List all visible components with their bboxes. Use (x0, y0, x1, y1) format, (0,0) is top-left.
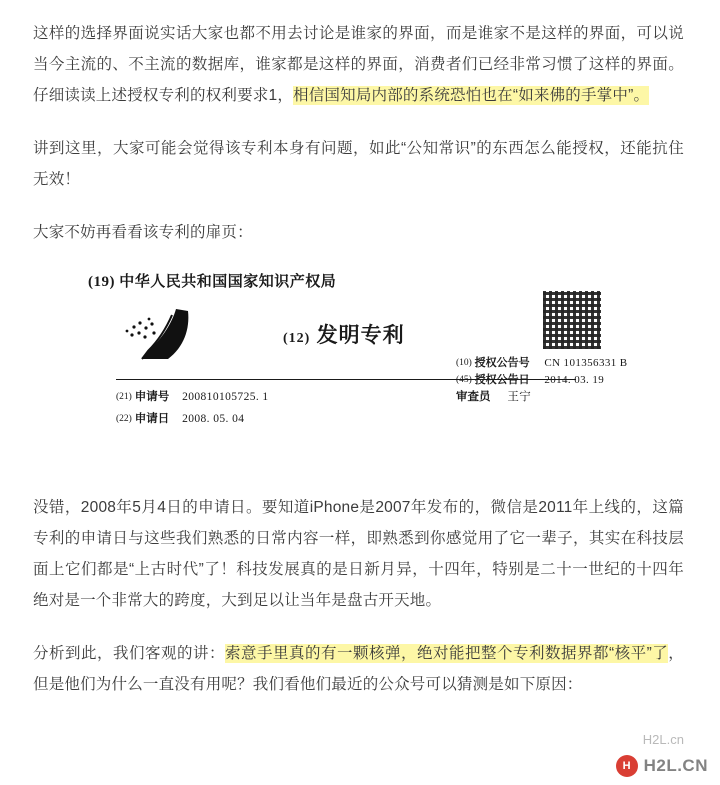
patent-field-label: 授权公告号 (474, 357, 530, 369)
patent-field-value: 2008. 05. 04 (182, 413, 245, 425)
patent-publication-meta (456, 355, 628, 389)
patent-field-label: 授权公告日 (474, 374, 530, 386)
patent-kind-text: 发明专利 (316, 323, 405, 347)
patent-header-row (88, 297, 684, 386)
patent-examiner-label: 审查员 (456, 391, 491, 403)
highlighted-text-run: 索意手里真的有一颗核弹，绝对能把整个专利数据界都“核平”了 (225, 645, 669, 662)
text-run: ，但是他们为什么一直没有用呢？我们看他们最近的公众号可以猜测是如下原因： (33, 645, 684, 693)
ghost-watermark-text: H2L.cn (642, 732, 684, 747)
patent-field-value: 200810105725. 1 (182, 391, 269, 403)
watermark-label: H2L.CN (643, 756, 708, 775)
patent-field-code-19: (19) (88, 274, 115, 290)
paragraph-3 (33, 217, 684, 248)
patent-examiner (456, 386, 531, 408)
text-run: 分析到此，我们客观的讲： (33, 645, 225, 662)
qr-code-icon (543, 291, 601, 349)
paragraph-1 (33, 18, 684, 111)
paragraph-2 (33, 133, 684, 195)
text-run: 大家不妨再看看该专利的扉页： (33, 224, 253, 241)
patent-field-code-12: (12) (283, 331, 311, 346)
patent-office-line (88, 270, 684, 291)
paragraph-5 (33, 638, 684, 700)
highlighted-text-run: 相信国知局内部的系统恐怕也在“如来佛的手掌中”。 (293, 87, 650, 104)
patent-field-value: CN 101356331 B (544, 357, 628, 369)
patent-field-value: 2014. 03. 19 (544, 374, 605, 386)
patent-examiner-value: 王宁 (507, 391, 532, 403)
patent-field-row (116, 408, 684, 430)
sipo-logo-icon (118, 305, 228, 367)
watermark-badge-icon: H (616, 755, 638, 777)
text-run: 没错，2008年5月4日的申请日。要知道iPhone是2007年发布的，微信是2011年上线的，这篇专利的申请日与这些我们熟悉的日常内容一样，即熟悉到你感觉用了它一辈子，其实在科技层面上它们都是“上古时代”了！科技发展真的是日新月异，十四年，特别是二十一世纪的十四年绝对是一个非常大的跨度，大到足以让当年是盘古开天地。 (33, 499, 684, 609)
patent-field-row (116, 386, 684, 408)
patent-application-meta (116, 386, 684, 430)
patent-office-name: 中华人民共和国国家知识产权局 (119, 274, 337, 290)
patent-field-label: 申请号 (134, 391, 170, 403)
text-run: 这样的选择界面说实话大家也都不用去讨论是谁家的界面，而是谁家不是这样的界面，可以说当今主流的、不主流的数据库，谁家都是这样的界面，消费者们已经非常习惯了这样的界面。仔细读读上述授权专利的权利要求1， (33, 25, 684, 104)
watermark (616, 755, 708, 777)
patent-field-row (456, 355, 628, 372)
patent-cover-figure (33, 270, 684, 430)
text-run: 讲到这里，大家可能会觉得该专利本身有问题，如此“公知常识”的东西怎么能授权，还能抗住无效！ (33, 140, 684, 188)
patent-field-code: (10) (456, 358, 472, 368)
patent-kind-title (283, 319, 405, 349)
paragraph-4 (33, 492, 684, 616)
patent-field-code: (21) (116, 392, 132, 402)
patent-field-label: 申请日 (134, 413, 170, 425)
patent-field-code: (45) (456, 375, 472, 385)
patent-divider (116, 379, 576, 380)
patent-field-code: (22) (116, 414, 132, 424)
